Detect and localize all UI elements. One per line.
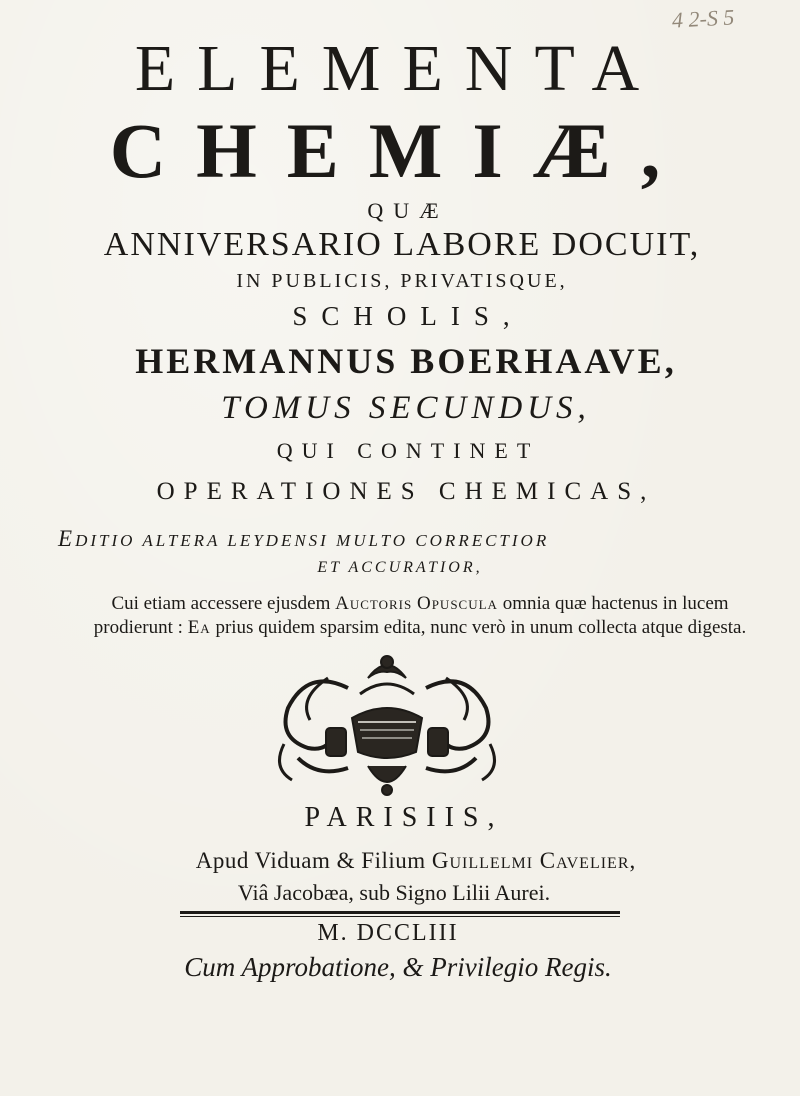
description-part3: omnia quæ hactenus in lucem prodierunt : xyxy=(93,593,729,638)
imprint-apud: Apud Viduam & Filium xyxy=(195,848,432,873)
description-ea: Ea xyxy=(187,617,211,638)
title-anniversario: ANNIVERSARIO LABORE DOCUIT, xyxy=(103,226,701,263)
ornamental-vignette-icon xyxy=(268,648,506,800)
shelfmark: 4 2-S 5 xyxy=(671,4,735,33)
title-chemiae: CHEMIÆ, xyxy=(109,107,691,194)
volume-label: TOMUS SECUNDUS, xyxy=(221,390,591,426)
description-paragraph xyxy=(90,592,750,640)
title-quae: QUÆ xyxy=(367,198,449,223)
qui-continet: QUI CONTINET xyxy=(276,438,540,463)
title-elementa: ELEMENTA xyxy=(134,32,662,105)
edition-text: DITIO ALTERA LEYDENSI MULTO CORRECTIOR xyxy=(75,531,550,550)
description-opuscula: Opuscula xyxy=(416,593,498,614)
description-part4: prius quidem sparsim edita, nunc verò in unum collecta atque digesta. xyxy=(210,617,747,638)
imprint-year: M. DCCLIII xyxy=(317,920,459,946)
divider-rule-thin xyxy=(180,916,620,917)
divider-rule xyxy=(180,911,620,914)
edition-statement xyxy=(58,526,793,552)
description-auctoris: Auctoris xyxy=(335,593,413,614)
privilege-statement: Cum Approbatione, & Privilegio Regis. xyxy=(184,952,612,982)
description-part1: Cui etiam accessere ejusdem xyxy=(111,593,336,614)
imprint-publisher-name: Guillelmi Cavelier, xyxy=(431,848,637,873)
edition-initial: E xyxy=(58,526,76,551)
edition-statement-line2: ET ACCURATIOR, xyxy=(317,559,483,576)
title-in-publicis: IN PUBLICIS, PRIVATISQUE, xyxy=(236,270,568,292)
imprint-address: Viâ Jacobæa, sub Signo Lilii Aurei. xyxy=(237,880,551,905)
title-scholis: SCHOLIS, xyxy=(292,301,524,331)
author-name: HERMANNUS BOERHAAVE, xyxy=(135,341,677,381)
imprint-city: PARISIIS, xyxy=(304,802,504,833)
imprint-publisher xyxy=(28,848,800,874)
operationes-chemicas: OPERATIONES CHEMICAS, xyxy=(156,478,656,505)
